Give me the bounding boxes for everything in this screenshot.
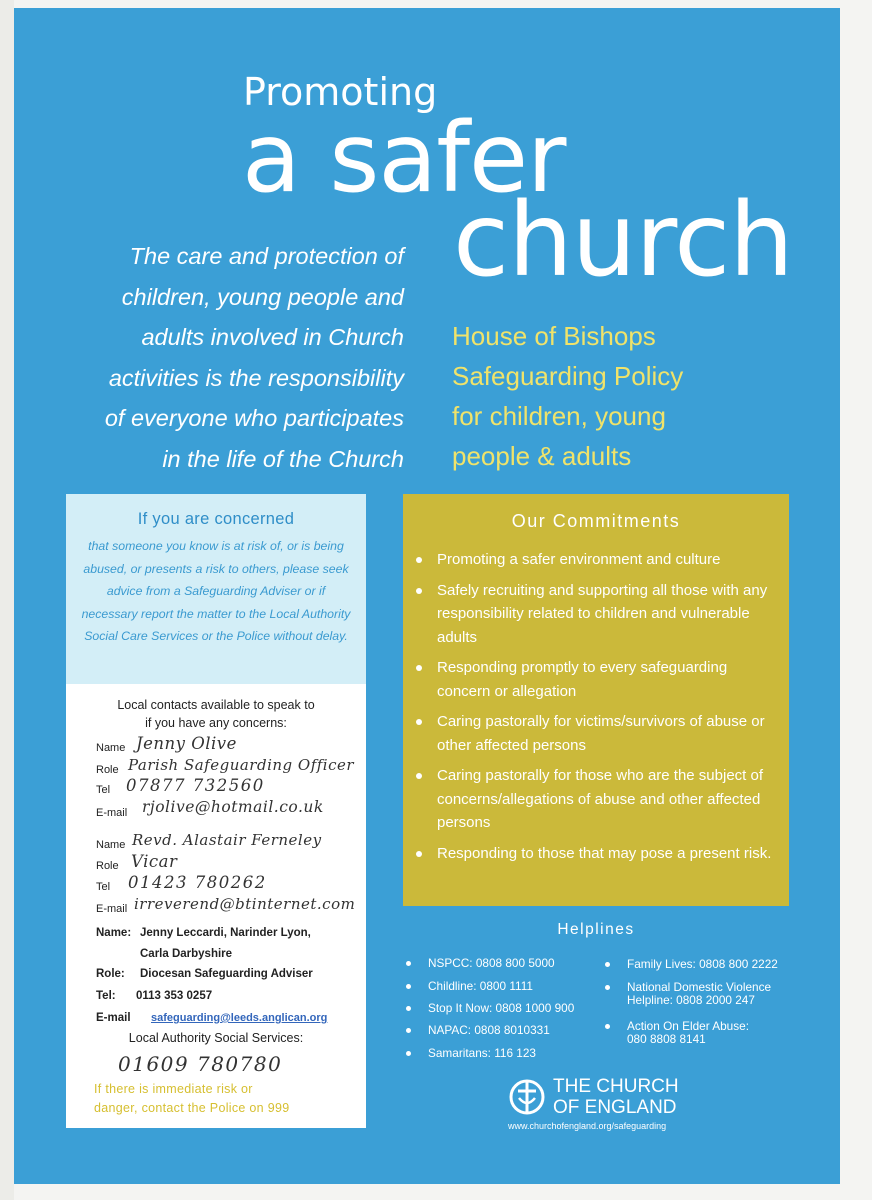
diocesan-role-label: Role: — [96, 968, 125, 980]
local-authority-number: 01609 780780 — [118, 1052, 283, 1076]
bullet-icon — [406, 984, 411, 989]
commitment-text: Responding to those that may pose a present risk. — [437, 844, 772, 862]
diocesan-name-label: Name: — [96, 927, 132, 939]
contacts-heading-line: Local contacts available to speak to — [117, 698, 315, 712]
bullet-icon — [416, 557, 422, 563]
commitments-title: Our Commitments — [511, 511, 681, 531]
policy-line: for children, young — [452, 401, 666, 431]
house-of-bishops-policy — [452, 316, 772, 476]
commitment-text: Responding promptly to every safeguarding concern or allegation — [437, 659, 728, 700]
org-name-line: THE CHURCH — [553, 1076, 679, 1097]
contact1-role: Parish Safeguarding Officer — [128, 756, 355, 774]
header-a-safer: a safer — [242, 102, 566, 214]
contact1-tel: 07877 732560 — [126, 776, 265, 795]
bullet-icon — [406, 961, 411, 966]
contact1-email: rjolive@hotmail.co.uk — [142, 798, 324, 816]
concern-title: If you are concerned — [137, 510, 295, 528]
policy-line: House of Bishops — [452, 321, 656, 351]
helpline-item — [627, 981, 792, 1007]
header-promoting: Promoting — [243, 70, 438, 114]
local-authority-label: Local Authority Social Services: — [128, 1031, 304, 1045]
helpline-text: Action On Elder Abuse: 080 8808 8141 — [627, 1019, 749, 1046]
contact2-email-label: E-mail — [96, 903, 128, 915]
helpline-text: National Domestic Violence Helpline: 0808 2000 247 — [627, 980, 772, 1007]
bullet-icon — [605, 985, 610, 990]
helpline-text: Samaritans: 116 123 — [428, 1046, 536, 1060]
commitment-item — [437, 579, 779, 650]
diocesan-tel: 0113 353 0257 — [136, 990, 213, 1002]
contact2-name: Revd. Alastair Ferneley — [132, 831, 322, 849]
bullet-icon — [416, 851, 422, 857]
church-of-england-name — [553, 1076, 679, 1118]
commitment-item — [437, 842, 779, 866]
intro-line: The care and protection of — [129, 243, 404, 269]
header-church: church — [453, 181, 793, 300]
page-edge — [0, 0, 14, 1200]
commitment-text: Safely recruiting and supporting all those with any responsibility related to children and vulnerable adults — [437, 581, 768, 646]
policy-line: Safeguarding Policy — [452, 361, 684, 391]
contacts-heading — [66, 696, 366, 732]
helpline-item — [428, 980, 533, 993]
contacts-box — [66, 684, 366, 1128]
footer-url[interactable]: www.churchofengland.org/safeguarding — [508, 1121, 667, 1131]
diocesan-names-line2: Carla Darbyshire — [140, 948, 233, 960]
commitment-text: Promoting a safer environment and culture — [437, 551, 721, 568]
commitment-text: Caring pastorally for those who are the subject of concerns/allegations of abuse and other affected persons — [437, 767, 764, 831]
bullet-icon — [605, 1024, 610, 1029]
helpline-item — [428, 957, 555, 970]
commitment-item — [437, 710, 779, 757]
risk-warning-line: If there is immediate risk or — [94, 1082, 253, 1096]
intro-line: of everyone who participates — [104, 405, 404, 431]
concern-body: that someone you know is at risk of, or is being abused, or presents a risk to others, please seek advice from a Safeguarding Adviser or if necessary report the matter to the Local Authority Social Care Services or the Police without delay. — [81, 539, 351, 643]
diocesan-role: Diocesan Safeguarding Adviser — [140, 968, 313, 980]
bullet-icon — [406, 1051, 411, 1056]
risk-warning-line: danger, contact the Police on 999 — [94, 1101, 290, 1115]
diocesan-names-line1: Jenny Leccardi, Narinder Lyon, — [140, 927, 311, 939]
contact2-tel-label: Tel — [96, 881, 111, 893]
commitment-item — [437, 656, 779, 703]
contact1-role-label: Role — [96, 764, 119, 776]
helpline-text: NAPAC: 0808 8010331 — [428, 1023, 550, 1037]
contact1-tel-label: Tel — [96, 784, 111, 796]
intro-statement — [44, 236, 404, 479]
bullet-icon — [416, 719, 422, 725]
church-of-england-logo-icon — [508, 1078, 546, 1118]
helpline-text: Family Lives: 0808 800 2222 — [627, 957, 778, 971]
helpline-text: Childline: 0800 1111 — [428, 979, 533, 993]
contact2-email: irreverend@btinternet.com — [134, 895, 356, 913]
helpline-item — [627, 958, 778, 971]
diocesan-tel-label: Tel: — [96, 990, 116, 1002]
concern-box — [66, 494, 366, 684]
diocesan-email-link[interactable]: safeguarding@leeds.anglican.org — [151, 1012, 328, 1024]
contact2-role: Vicar — [131, 852, 178, 871]
contact1-name: Jenny Olive — [136, 734, 237, 753]
commitments-list — [403, 548, 789, 865]
helpline-item — [428, 1002, 574, 1015]
contacts-heading-line: if you have any concerns: — [145, 716, 287, 730]
commitment-text: Caring pastorally for victims/survivors of abuse or other affected persons — [437, 713, 765, 754]
helpline-item — [428, 1047, 536, 1060]
risk-warning — [94, 1080, 289, 1118]
bullet-icon — [416, 588, 422, 594]
bullet-icon — [406, 1006, 411, 1011]
helpline-item — [428, 1024, 550, 1037]
contact1-name-label: Name — [96, 742, 126, 754]
diocesan-email-label: E-mail — [96, 1012, 131, 1024]
bullet-icon — [416, 773, 422, 779]
contact2-name-label: Name — [96, 839, 126, 851]
helplines-title: Helplines — [557, 921, 635, 938]
bullet-icon — [406, 1028, 411, 1033]
helpline-item — [627, 1020, 767, 1046]
policy-line: people & adults — [452, 441, 632, 471]
helpline-text: Stop It Now: 0808 1000 900 — [428, 1001, 575, 1015]
contact1-email-label: E-mail — [96, 807, 128, 819]
intro-line: activities is the responsibility — [108, 364, 404, 391]
bullet-icon — [416, 665, 422, 671]
commitments-box — [403, 494, 789, 906]
commitment-item — [437, 764, 779, 835]
helpline-text: NSPCC: 0808 800 5000 — [428, 956, 555, 970]
org-name-line: OF ENGLAND — [553, 1097, 677, 1118]
commitment-item — [437, 548, 779, 572]
intro-line: children, young people and — [121, 283, 404, 310]
intro-line: adults involved in Church — [141, 324, 404, 350]
contact2-tel: 01423 780262 — [128, 873, 267, 892]
contact2-role-label: Role — [96, 860, 119, 872]
bullet-icon — [605, 962, 610, 967]
intro-line: in the life of the Church — [162, 445, 404, 472]
